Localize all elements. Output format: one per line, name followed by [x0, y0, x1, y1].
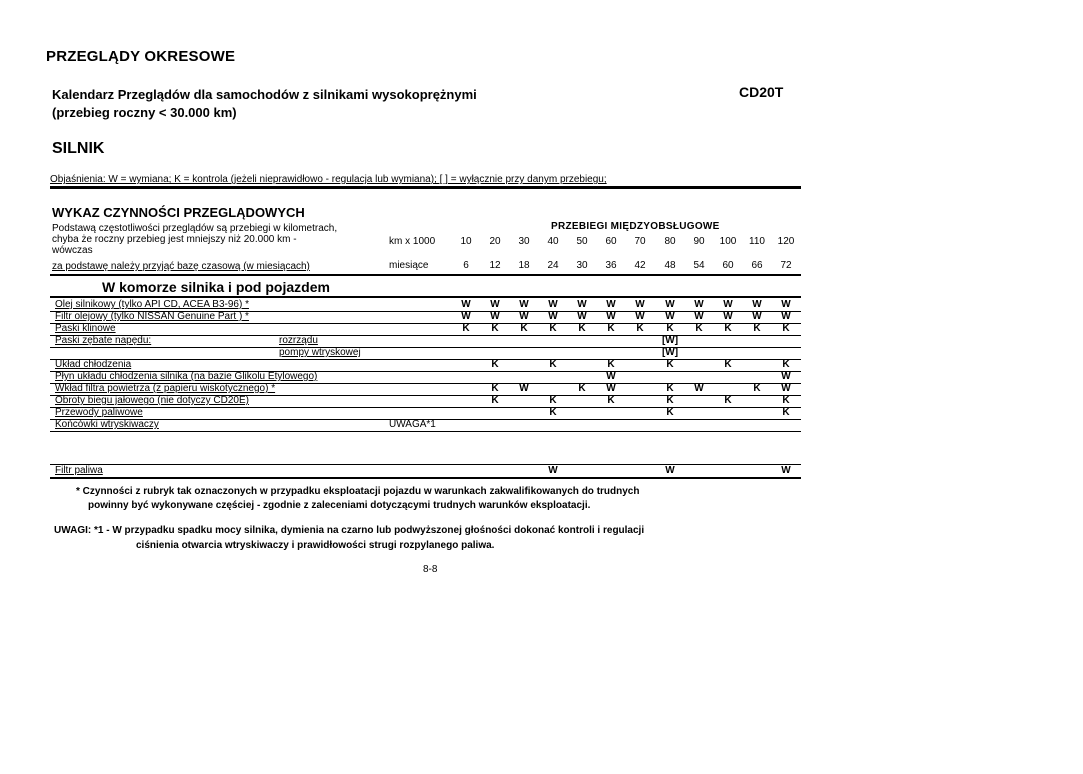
schedule-mark: W [606, 299, 616, 310]
remarks-line: ciśnienia otwarcia wtryskiwaczy i prawidłowości strugi rozpylanego paliwa. [136, 540, 495, 551]
schedule-mark: K [782, 395, 790, 406]
footnote-line: * Czynności z rubryk tak oznaczonych w przypadku eksploatacji pojazdu w warunkach zakwalifikowanych do trudnych [76, 486, 640, 497]
month-value: 54 [693, 260, 705, 271]
km-value: 10 [460, 236, 472, 247]
schedule-mark: W [577, 311, 587, 322]
schedule-mark: W [723, 299, 733, 310]
schedule-mark: K [724, 323, 732, 334]
km-value: 30 [518, 236, 530, 247]
schedule-mark: W [606, 383, 616, 394]
section-title: SILNIK [52, 140, 105, 157]
operation-label: Przewody paliwowe [55, 407, 143, 418]
schedule-mark: W [752, 311, 762, 322]
schedule-mark: K [491, 383, 499, 394]
schedule-mark: K [578, 383, 586, 394]
schedule-mark: K [666, 395, 674, 406]
row-divider [50, 335, 801, 336]
month-value: 72 [780, 260, 792, 271]
intro-line: chyba że roczny przebieg jest mniejszy niż 20.000 km - [52, 234, 297, 245]
month-value: 24 [547, 260, 559, 271]
schedule-mark: W [635, 311, 645, 322]
page-number: 8-8 [423, 564, 438, 575]
km-value: 50 [576, 236, 588, 247]
page-heading: PRZEGLĄDY OKRESOWE [46, 48, 236, 65]
schedule-mark: K [724, 395, 732, 406]
month-value: 12 [489, 260, 501, 271]
schedule-mark: [W] [661, 335, 679, 346]
schedule-mark: K [782, 407, 790, 418]
schedule-mark: K [578, 323, 586, 334]
km-value: 110 [749, 236, 765, 247]
basis-note: za podstawę należy przyjąć bazę czasową (w miesiącach) [52, 261, 310, 272]
intro-line: wówczas [52, 245, 93, 256]
schedule-mark: K [695, 323, 703, 334]
schedule-mark: W [490, 311, 500, 322]
schedule-mark: W [781, 371, 791, 382]
month-value: 60 [722, 260, 734, 271]
month-unit: miesiące [389, 260, 429, 271]
schedule-mark: K [607, 359, 615, 370]
schedule-mark: K [549, 395, 557, 406]
list-title: WYKAZ CZYNNOŚCI PRZEGLĄDOWYCH [52, 205, 305, 220]
schedule-mark: K [753, 323, 761, 334]
operation-label: Filtr paliwa [55, 465, 103, 476]
schedule-mark: K [549, 323, 557, 334]
legend-rule [50, 186, 801, 189]
header-rule [50, 274, 801, 276]
intro-line: Podstawą częstotliwości przeglądów są przebiegi w kilometrach, [52, 223, 338, 234]
row-divider [50, 464, 801, 465]
schedule-mark: K [666, 383, 674, 394]
schedule-mark: K [666, 407, 674, 418]
operation-label: Paski klinowe [55, 323, 116, 334]
operation-label: Paski zębate napędu: [55, 335, 152, 346]
km-value: 60 [605, 236, 617, 247]
legend-line: Objaśnienia: W = wymiana; K = kontrola (jeżeli nieprawidłowo - regulacja lub wymiana); [ ] = wyłącznie przy danym przebiegu; [50, 174, 607, 185]
schedule-mark: K [782, 359, 790, 370]
schedule-mark: W [490, 299, 500, 310]
row-divider [50, 359, 801, 360]
km-value: 100 [719, 236, 737, 247]
operation-label: Wkład filtra powietrza (z papieru wiskotycznego) * [55, 383, 276, 394]
km-value: 120 [777, 236, 795, 247]
schedule-mark: W [548, 465, 558, 476]
schedule-mark: W [606, 311, 616, 322]
row-divider [50, 347, 801, 348]
km-value: 20 [489, 236, 501, 247]
schedule-mark: W [461, 299, 471, 310]
schedule-mark: K [520, 323, 528, 334]
month-value: 36 [605, 260, 617, 271]
schedule-mark: W [577, 299, 587, 310]
schedule-mark: W [694, 383, 704, 394]
schedule-mark: K [491, 323, 499, 334]
intervals-heading: PRZEBIEGI MIĘDZYOBSŁUGOWE [551, 221, 720, 232]
intro-text [52, 223, 337, 256]
schedule-mark: W [461, 311, 471, 322]
schedule-mark: [W] [661, 347, 679, 358]
schedule-mark: W [781, 465, 791, 476]
km-value: 70 [634, 236, 646, 247]
schedule-mark: W [548, 311, 558, 322]
schedule-mark: K [491, 359, 499, 370]
km-value: 90 [693, 236, 705, 247]
month-value: 66 [751, 260, 763, 271]
schedule-mark: W [635, 299, 645, 310]
row-divider [50, 407, 801, 408]
footnote-line: powinny być wykonywane częściej - zgodnie z zaleceniami dotyczącymi trudnych warunków eksploatacji. [88, 500, 591, 511]
km-value: 40 [547, 236, 559, 247]
schedule-mark: W [694, 299, 704, 310]
schedule-mark: W [665, 299, 675, 310]
schedule-mark: K [666, 323, 674, 334]
schedule-subtitle [52, 86, 477, 122]
operation-sublabel: rozrządu [279, 335, 318, 346]
operation-label: Filtr olejowy (tylko NISSAN Genuine Part ) * [55, 311, 249, 322]
schedule-mark: W [606, 371, 616, 382]
schedule-mark: W [665, 465, 675, 476]
subtitle-line: Kalendarz Przeglądów dla samochodów z silnikami wysokoprężnymi [52, 87, 477, 102]
operation-note: UWAGA*1 [389, 419, 436, 430]
schedule-mark: K [782, 323, 790, 334]
footnote [76, 485, 639, 513]
month-value: 6 [463, 260, 469, 271]
schedule-mark: W [519, 299, 529, 310]
month-value: 42 [634, 260, 646, 271]
schedule-mark: K [607, 323, 615, 334]
schedule-mark: W [781, 299, 791, 310]
schedule-mark: K [549, 407, 557, 418]
schedule-mark: W [519, 311, 529, 322]
schedule-mark: W [665, 311, 675, 322]
schedule-mark: W [781, 311, 791, 322]
schedule-mark: K [636, 323, 644, 334]
operation-label: Układ chłodzenia [55, 359, 132, 370]
operation-label: Płyn układu chłodzenia silnika (na bazie Glikolu Etylowego) [55, 371, 318, 382]
subtitle-line: (przebieg roczny < 30.000 km) [52, 105, 237, 120]
sub-heading: W komorze silnika i pod pojazdem [102, 279, 330, 295]
schedule-mark: K [491, 395, 499, 406]
row-divider [50, 431, 801, 432]
schedule-mark: W [723, 311, 733, 322]
operation-label: Końcówki wtryskiwaczy [55, 419, 159, 430]
schedule-mark: W [519, 383, 529, 394]
month-value: 18 [518, 260, 530, 271]
operation-label: Olej silnikowy (tylko API CD, ACEA B3-96) * [55, 299, 249, 310]
schedule-mark: K [607, 395, 615, 406]
operation-sublabel: pompy wtryskowej [279, 347, 361, 358]
schedule-mark: K [724, 359, 732, 370]
schedule-mark: W [781, 383, 791, 394]
schedule-mark: W [752, 299, 762, 310]
schedule-mark: W [694, 311, 704, 322]
month-value: 48 [664, 260, 676, 271]
remarks [54, 523, 644, 553]
schedule-mark: K [462, 323, 470, 334]
sub-heading-rule [50, 296, 801, 298]
schedule-mark: K [666, 359, 674, 370]
model-code: CD20T [739, 84, 784, 100]
schedule-mark: W [548, 299, 558, 310]
month-value: 30 [576, 260, 588, 271]
schedule-mark: K [549, 359, 557, 370]
operation-label: Obroty biegu jałowego (nie dotyczy CD20E) [55, 395, 249, 406]
row-divider [50, 477, 801, 479]
schedule-mark: K [753, 383, 761, 394]
km-unit: km x 1000 [389, 236, 436, 247]
km-value: 80 [664, 236, 676, 247]
remarks-line: UWAGI: *1 - W przypadku spadku mocy silnika, dymienia na czarno lub podwyższonej głośności dokonać kontroli i regulacji [54, 525, 645, 536]
